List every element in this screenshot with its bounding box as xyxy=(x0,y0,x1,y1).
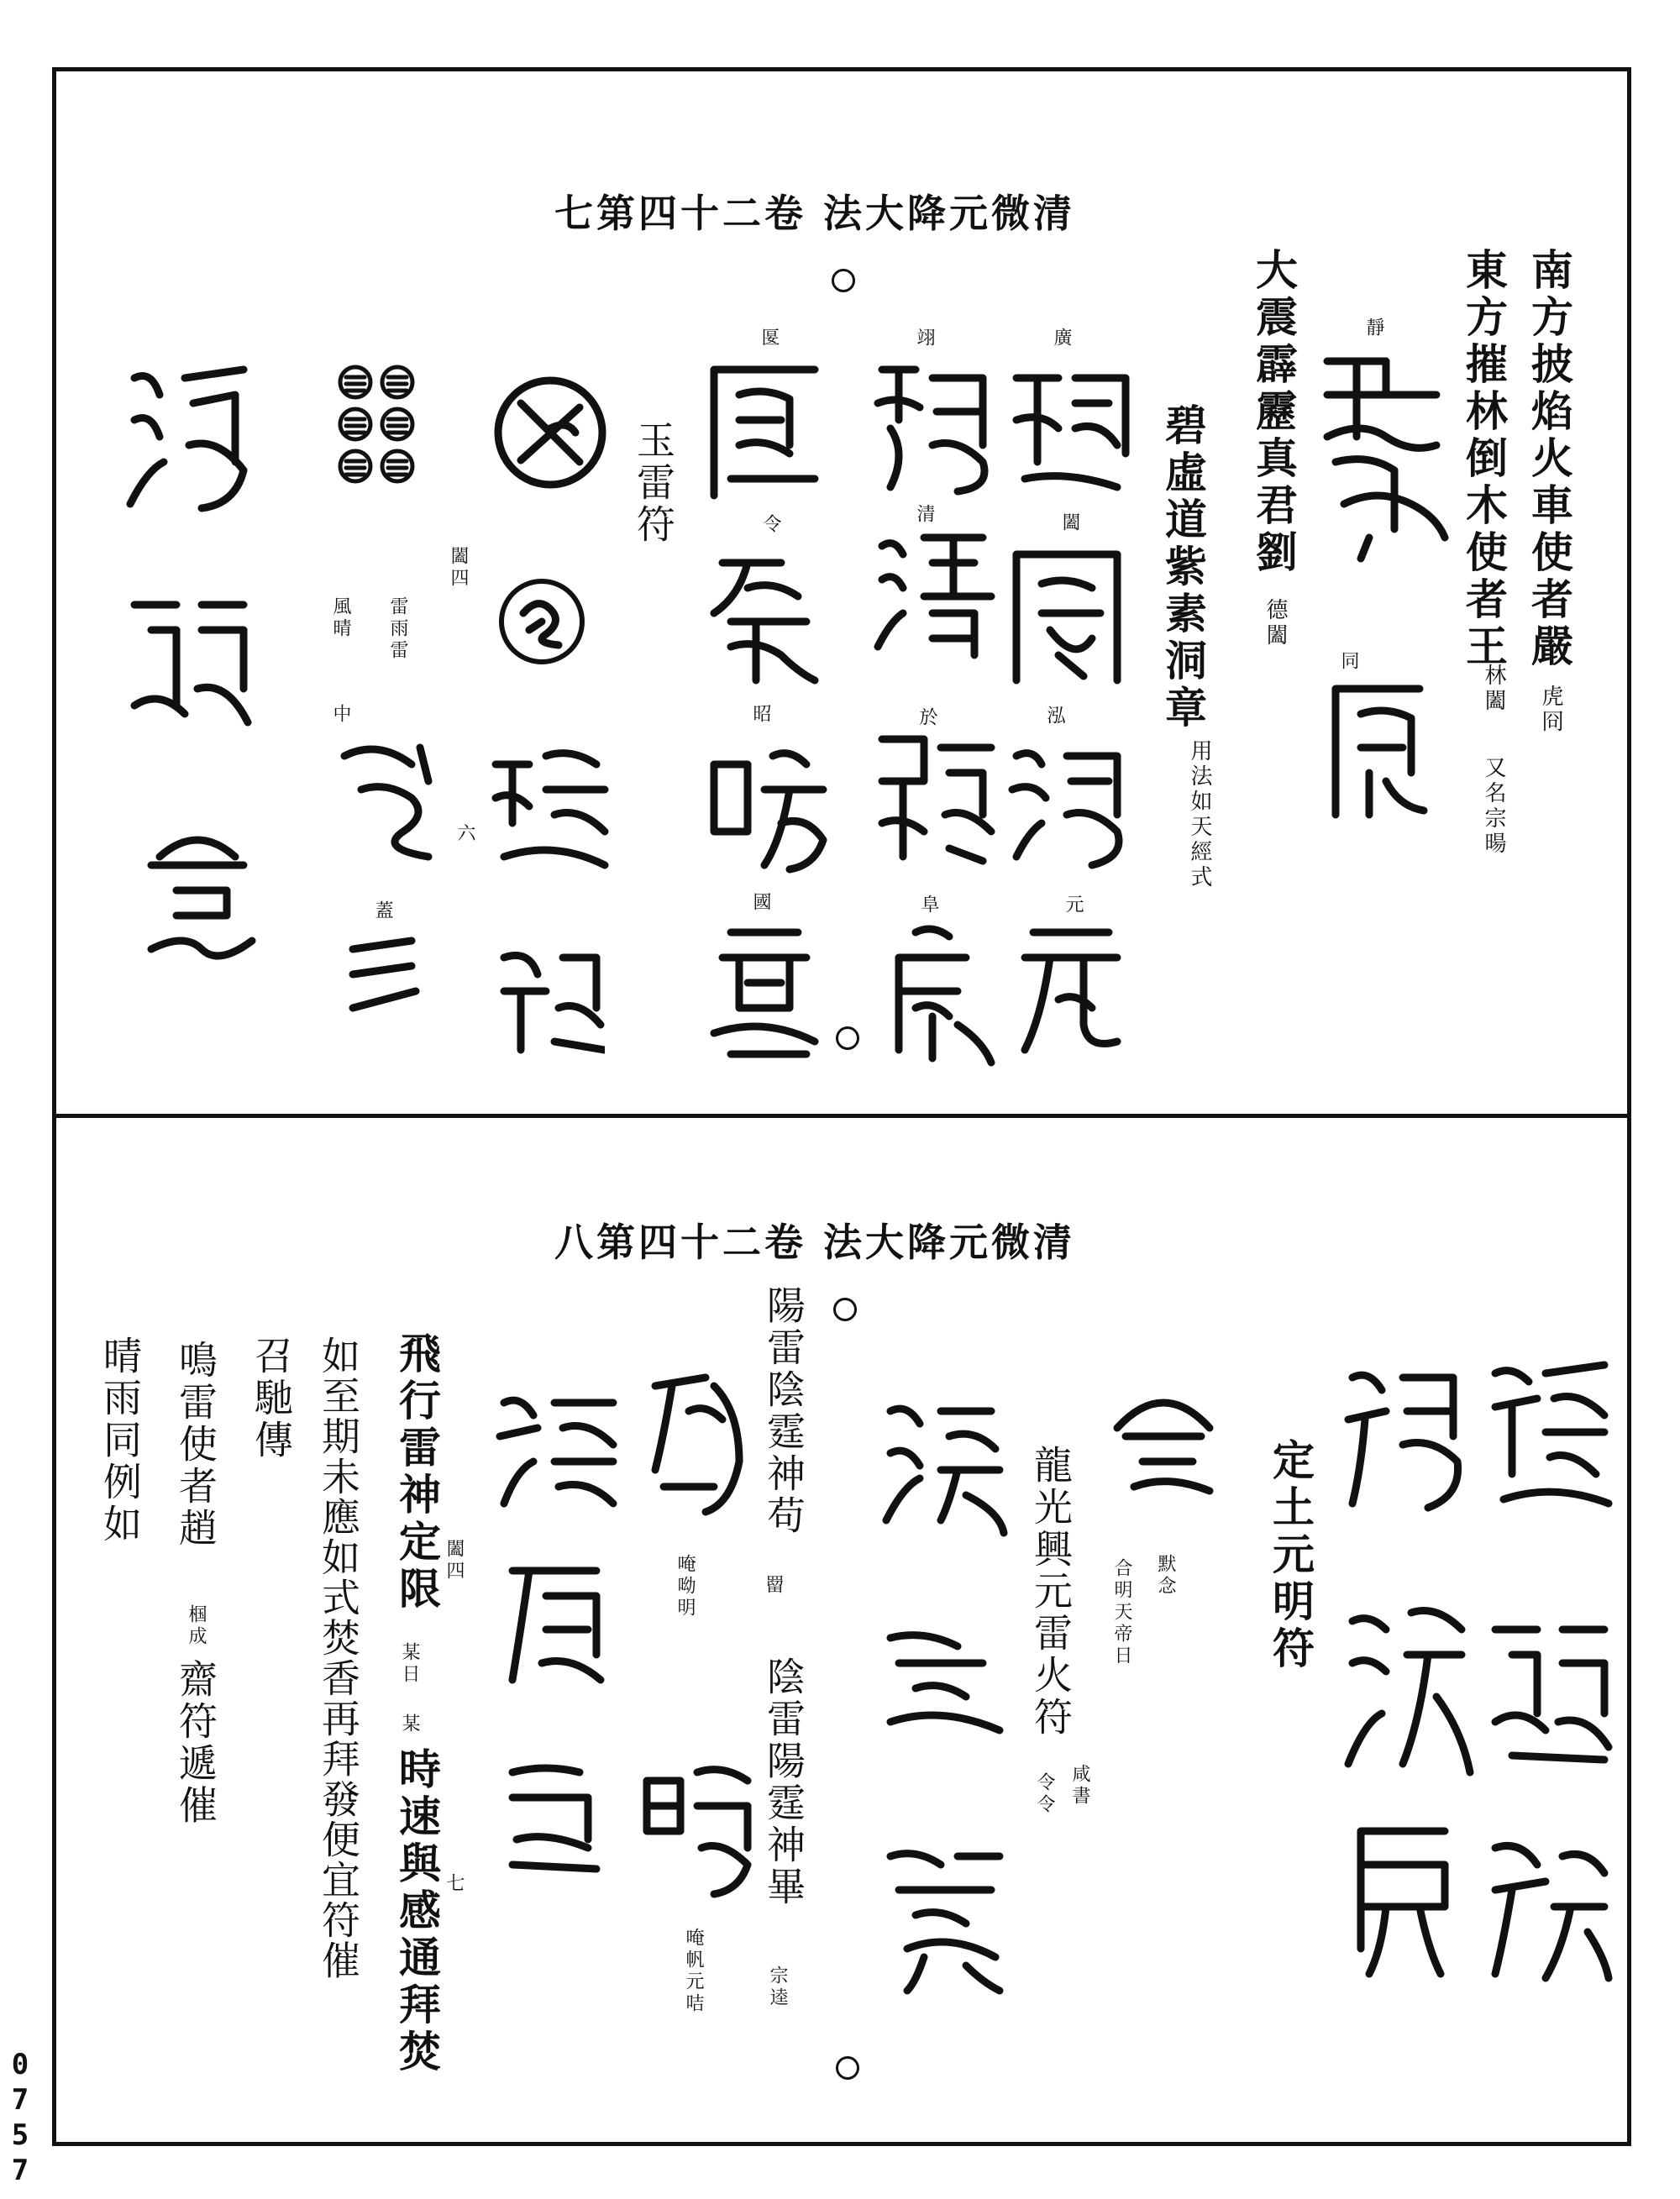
binding-hole xyxy=(833,1298,857,1321)
binding-hole xyxy=(836,2056,859,2080)
seal-glyph-b12 xyxy=(630,1747,756,1898)
col-east-envoy: 東方摧林倒木使者王 xyxy=(1459,248,1509,671)
col-dingtu-talisman: 定土元明符 xyxy=(1266,1438,1315,1673)
label-guansi: 闔四 xyxy=(448,546,469,590)
seal-glyph-l1 xyxy=(118,353,252,521)
seal-glyph-b13 xyxy=(487,1378,622,1520)
col-minglei-b: 齋符遞催 xyxy=(173,1659,218,1827)
note-east-1: 林闔 xyxy=(1481,664,1506,714)
label-fu: 阜 xyxy=(918,895,939,916)
note-feixing-2: 某 xyxy=(399,1714,420,1735)
seal-glyph-gai xyxy=(336,924,428,1025)
seal-glyph-yan xyxy=(697,353,832,504)
label-trigram-2: 風晴 xyxy=(330,596,351,640)
label-yan: 匽 xyxy=(759,328,780,349)
label-yi: 翊 xyxy=(914,328,935,349)
seal-circle-cross xyxy=(487,370,613,496)
top-header: 七第四十二卷 法大降元微清 xyxy=(554,191,1076,236)
seal-glyph-l3 xyxy=(134,815,260,966)
note-dingtu-2: 合明天帝日 xyxy=(1111,1558,1132,1667)
label-hong: 泓 xyxy=(1044,706,1065,727)
seal-glyph-b11 xyxy=(638,1361,756,1520)
col-dazhen: 大震霹靂真君劉 xyxy=(1249,248,1299,577)
seal-glyph-l2 xyxy=(118,580,252,739)
label-guan: 闔 xyxy=(1059,512,1080,534)
col-bixu: 碧虛道紫素洞章 xyxy=(1158,403,1208,732)
label-qing: 清 xyxy=(914,504,935,526)
label-zhao: 昭 xyxy=(750,704,771,726)
seal-glyph-b5 xyxy=(1336,1596,1478,1781)
seal-glyph-guang xyxy=(1000,353,1134,504)
col-feixing: 飛行雷神定限 xyxy=(392,1331,442,1614)
label-yuan: 元 xyxy=(1063,895,1084,916)
col-qingyu: 晴雨同例如 xyxy=(97,1336,143,1546)
seal-glyph-b7 xyxy=(1100,1378,1226,1504)
seal-glyph-yi xyxy=(865,353,1000,504)
seal-glyph-b1 xyxy=(1478,1348,1613,1516)
seal-glyph-b4 xyxy=(1336,1352,1470,1520)
seal-glyph-jing xyxy=(1310,336,1453,563)
bottom-header: 八第四十二卷 法大降元微清 xyxy=(554,1220,1076,1265)
col-feixing-b: 時速與感通拜焚 xyxy=(392,1747,442,2076)
note-longguang-2: 令令 xyxy=(1034,1772,1055,1816)
trigram-icons xyxy=(318,361,418,512)
seal-glyph-b14 xyxy=(496,1554,613,1705)
panel-divider xyxy=(52,1114,1631,1118)
label-gai: 蓋 xyxy=(372,900,393,922)
col-yanglei-1: 陽雷陰霆神苟 xyxy=(761,1285,806,1537)
note-feixing-1: 某日 xyxy=(399,1642,420,1686)
binding-hole xyxy=(832,269,855,292)
page-number: 0757 xyxy=(3,2048,37,2189)
col-minglei: 鳴雷使者趙 xyxy=(173,1340,218,1550)
seal-glyph-yuan xyxy=(1008,916,1134,1058)
note-longguang-1: 咸書 xyxy=(1069,1764,1090,1808)
note-dingtu-1: 默念 xyxy=(1155,1554,1176,1598)
label-yu: 於 xyxy=(916,707,937,729)
binding-hole xyxy=(836,1026,859,1050)
seal-glyph-2 xyxy=(487,932,605,1058)
seal-glyph-b15 xyxy=(496,1747,613,1881)
chant-2: 唵帆元咭 xyxy=(683,1928,704,2015)
col-longguang-talisman: 龍光興元雷火符 xyxy=(1028,1445,1074,1739)
seal-glyph-guo xyxy=(697,916,832,1067)
note-east-2: 又名宗暘 xyxy=(1481,756,1506,857)
col-zhaochi: 召馳傳 xyxy=(249,1336,294,1462)
note-minglei: 椢成 xyxy=(186,1604,207,1648)
label-guang: 廣 xyxy=(1051,328,1072,349)
seal-glyph-b10 xyxy=(874,1831,1008,1999)
label-guansi-b: 闔四 xyxy=(444,1539,465,1582)
seal-glyph-zhao xyxy=(697,731,832,882)
seal-glyph-qing xyxy=(865,521,1000,672)
seal-glyph-zhong xyxy=(328,731,454,865)
note-dazhen: 德闔 xyxy=(1263,598,1288,648)
note-yanglei-2: 宗逵 xyxy=(767,1965,788,2009)
col-south-envoy: 南方披焰火車使者嚴 xyxy=(1525,248,1574,671)
seal-glyph-tong xyxy=(1319,672,1436,823)
seal-glyph-fu xyxy=(865,916,1000,1067)
col-yanglei-2: 陰雷陽霆神畢 xyxy=(761,1656,806,1908)
seal-glyph-guan xyxy=(1000,538,1134,689)
seal-glyph-ling xyxy=(697,538,832,697)
seal-glyph-yu xyxy=(865,722,1000,874)
chant-1: 唵呦明 xyxy=(675,1554,696,1619)
label-trigram-1: 雷雨雷 xyxy=(387,596,408,662)
seal-glyph-b3 xyxy=(1478,1823,1613,1991)
note-south: 虎冏 xyxy=(1538,685,1563,735)
label-zhong: 中 xyxy=(330,704,351,726)
label-liu: 六 xyxy=(454,823,475,845)
talisman-name: 玉雷符 xyxy=(631,420,676,546)
note-bixu: 用法如天經式 xyxy=(1187,739,1212,890)
seal-circle-small xyxy=(491,571,592,672)
seal-glyph-b6 xyxy=(1336,1814,1470,1982)
label-ling: 令 xyxy=(760,514,781,536)
note-yanglei-1: 罶 xyxy=(763,1575,784,1597)
seal-glyph-b9 xyxy=(874,1613,1008,1739)
col-ruzhi: 如至期未應如式焚香再拜發便宜符催 xyxy=(316,1336,361,1981)
seal-glyph-1 xyxy=(479,739,613,882)
seal-glyph-b8 xyxy=(874,1386,1008,1537)
seal-glyph-b2 xyxy=(1478,1604,1613,1772)
label-tong: 同 xyxy=(1338,651,1359,673)
label-guo: 國 xyxy=(750,892,771,914)
label-jing: 靜 xyxy=(1363,318,1384,339)
seal-glyph-hong xyxy=(1000,731,1134,874)
label-qi: 七 xyxy=(444,1873,465,1895)
